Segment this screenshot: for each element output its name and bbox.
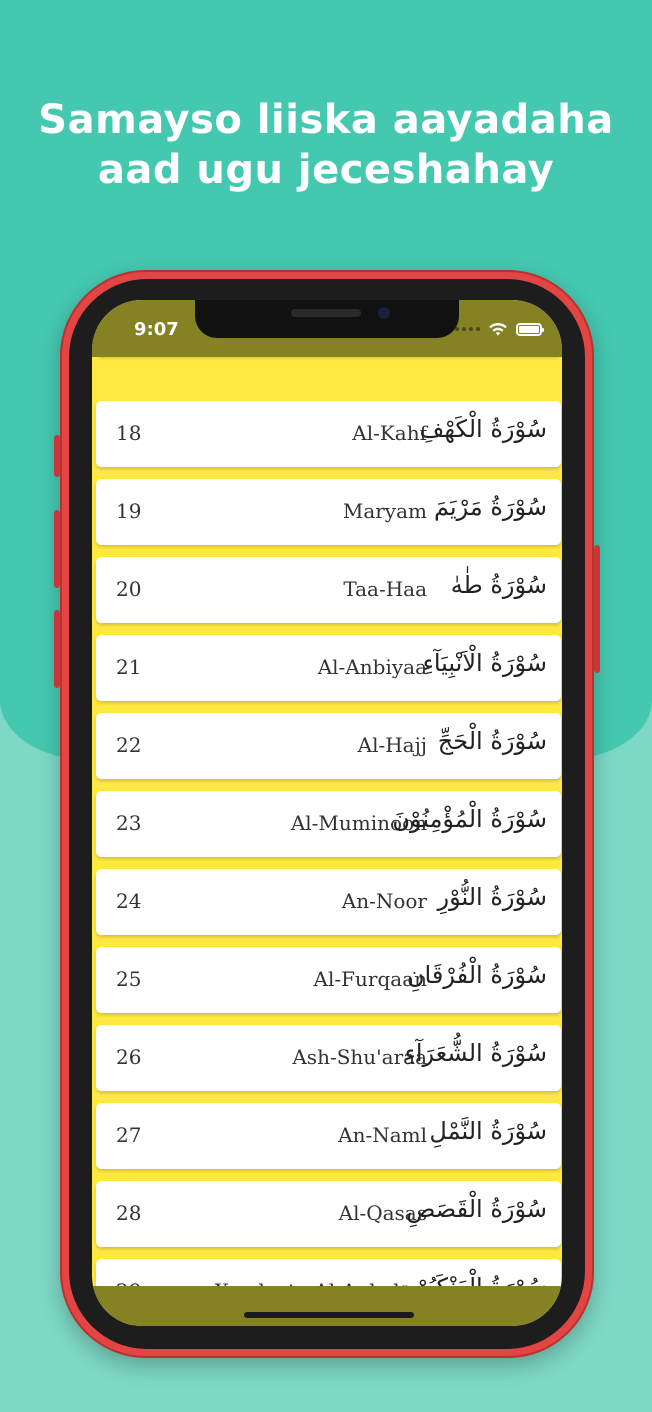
surah-number: 28	[116, 1201, 142, 1225]
surah-row[interactable]	[96, 1181, 561, 1247]
surah-row[interactable]	[96, 479, 561, 545]
surah-name: An-Noor	[341, 889, 427, 913]
surah-arabic-name: سُوْرَةُ طٰهٰ	[450, 571, 547, 599]
surah-name: Al-Anbiyaa	[317, 655, 427, 679]
speaker-grille	[291, 309, 361, 317]
status-time: 9:07	[134, 319, 179, 340]
surah-name: An-Naml	[338, 1123, 427, 1147]
surah-number: 23	[116, 811, 142, 835]
surah-arabic-name: سُوْرَةُ الْقَصَصِ	[406, 1195, 547, 1223]
surah-row[interactable]	[96, 713, 561, 779]
surah-row[interactable]	[96, 1103, 561, 1169]
surah-number: 19	[116, 499, 142, 523]
surah-number: 18	[116, 421, 142, 445]
signal-dots-icon	[455, 327, 480, 331]
surah-list[interactable]	[92, 300, 562, 1326]
surah-name: Al-Kahf	[352, 421, 427, 445]
front-camera-icon	[378, 307, 390, 319]
surah-name: Al-Hajj	[357, 733, 427, 757]
headline-line2: aad ugu jeceshahay	[97, 147, 555, 193]
home-bar-area	[92, 1286, 562, 1326]
wifi-icon	[488, 321, 508, 337]
headline-line1: Samayso liiska aayadaha	[38, 97, 614, 143]
battery-icon	[516, 323, 542, 336]
mute-switch	[54, 435, 60, 477]
surah-number: 25	[116, 967, 142, 991]
surah-number: 26	[116, 1045, 142, 1069]
surah-name: Al-Furqaan	[313, 967, 427, 991]
status-bar	[92, 300, 562, 357]
surah-number: 27	[116, 1123, 142, 1147]
surah-name: Taa-Haa	[343, 577, 427, 601]
surah-row[interactable]	[96, 557, 561, 623]
surah-row[interactable]	[96, 1025, 561, 1091]
surah-arabic-name: سُوْرَةُ النَّمْلِ	[429, 1117, 547, 1145]
surah-name: Maryam	[342, 499, 427, 523]
home-indicator[interactable]	[244, 1312, 414, 1318]
surah-arabic-name: سُوْرَةُ الْاَنْبِيَآءِ	[422, 649, 547, 677]
surah-arabic-name: سُوْرَةُ الشُّعَرَآءِ	[404, 1039, 547, 1067]
volume-up-button	[54, 510, 60, 588]
surah-row[interactable]	[96, 947, 561, 1013]
surah-arabic-name: سُوْرَةُ الْفُرْقَانِ	[406, 961, 547, 989]
power-button	[594, 545, 600, 673]
surah-number: 20	[116, 577, 142, 601]
status-icons	[455, 320, 542, 338]
surah-number: 24	[116, 889, 142, 913]
headline	[0, 95, 652, 195]
surah-row[interactable]	[96, 401, 561, 467]
surah-name: Ash-Shu'araa	[292, 1045, 427, 1069]
surah-name: Al-Muminoon	[290, 811, 427, 835]
surah-row[interactable]	[96, 635, 561, 701]
phone-screen	[92, 300, 562, 1326]
surah-arabic-name: سُوْرَةُ الْحَجِّ	[437, 727, 547, 755]
surah-arabic-name: سُوْرَةُ النُّوْرِ	[437, 883, 547, 911]
volume-down-button	[54, 610, 60, 688]
surah-row[interactable]	[96, 791, 561, 857]
surah-row[interactable]	[96, 869, 561, 935]
surah-number: 21	[116, 655, 142, 679]
notch	[195, 300, 459, 338]
surah-arabic-name: سُوْرَةُ الْكَهْفِ	[419, 415, 547, 443]
surah-arabic-name: سُوْرَةُ مَرْيَمَ	[433, 493, 547, 521]
surah-name: Al-Qasas	[338, 1201, 427, 1225]
surah-number: 22	[116, 733, 142, 757]
surah-arabic-name: سُوْرَةُ الْمُؤْمِنُوْنَ	[392, 805, 547, 833]
